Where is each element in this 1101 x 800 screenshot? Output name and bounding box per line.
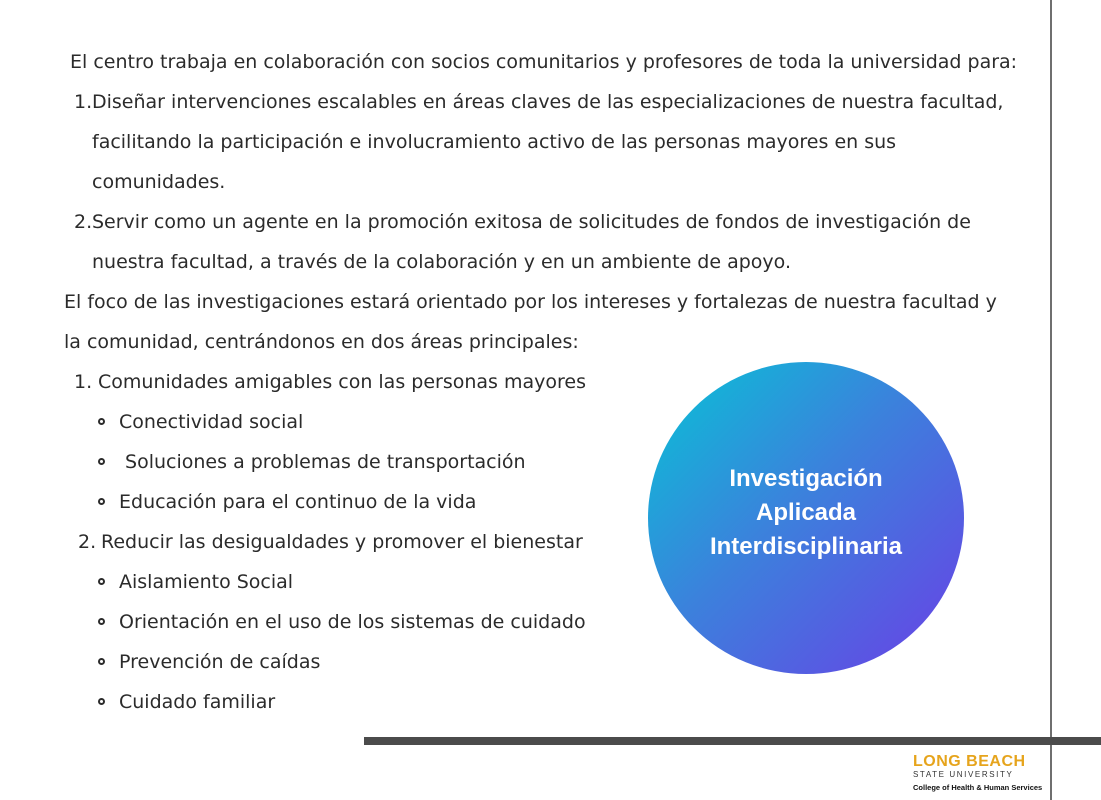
logo-sub: STATE UNIVERSITY (913, 770, 1014, 779)
goal-2-line-1: Servir como un agente en la promoción exitosa de solicitudes de fondos de investigación de (92, 211, 971, 233)
area-1-item-3: Educación para el continuo de la vida (119, 491, 477, 513)
goal-2-number: 2. (74, 211, 93, 233)
area-1-number: 1. (74, 371, 93, 393)
goal-1-line-1: Diseñar intervenciones escalables en áreas claves de las especializaciones de nuestra facultad, (92, 91, 1004, 113)
bullet-icon (98, 498, 105, 505)
bullet-icon (98, 578, 105, 585)
circle-title-line-2: Aplicada (755, 499, 857, 526)
bullet-icon (98, 418, 105, 425)
area-1-title: Comunidades amigables con las personas mayores (98, 371, 586, 393)
circle-title-line-3: Interdisciplinaria (709, 533, 903, 560)
logo-college: College of Health & Human Services (913, 783, 1043, 792)
intro-text: El centro trabaja en colaboración con socios comunitarios y profesores de toda la universidad para: (70, 51, 1018, 73)
area-2-item-4: Cuidado familiar (119, 691, 276, 713)
goal-1-line-2: facilitando la participación e involucramiento activo de las personas mayores en sus (92, 131, 897, 153)
focus-line-1: El foco de las investigaciones estará orientado por los intereses y fortalezas de nuestra facultad y (64, 291, 997, 313)
area-2-item-3: Prevención de caídas (119, 651, 321, 673)
bullet-icon (98, 458, 105, 465)
area-2-item-1: Aislamiento Social (119, 571, 294, 593)
area-2-number: 2. (78, 531, 97, 553)
circle-title-line-1: Investigación (729, 465, 883, 492)
focus-line-2: la comunidad, centrándonos en dos áreas principales: (64, 331, 579, 353)
circle-title (648, 462, 964, 564)
goal-2-line-2: nuestra facultad, a través de la colaboración y en un ambiente de apoyo. (92, 251, 791, 273)
area-1-item-2: Soluciones a problemas de transportación (119, 451, 526, 473)
bullet-icon (98, 658, 105, 665)
university-logo (913, 753, 1042, 796)
bullet-icon (98, 618, 105, 625)
goal-1-line-3: comunidades. (92, 171, 226, 193)
area-1-item-1: Conectividad social (119, 411, 304, 433)
footer-bar (364, 737, 1101, 745)
goal-1-number: 1. (74, 91, 93, 113)
area-2-item-2: Orientación en el uso de los sistemas de cuidado (119, 611, 586, 633)
bullet-icon (98, 698, 105, 705)
area-2-title: Reducir las desigualdades y promover el bienestar (101, 531, 583, 553)
right-divider-line (1050, 0, 1052, 800)
logo-name: LONG BEACH (913, 753, 1026, 770)
